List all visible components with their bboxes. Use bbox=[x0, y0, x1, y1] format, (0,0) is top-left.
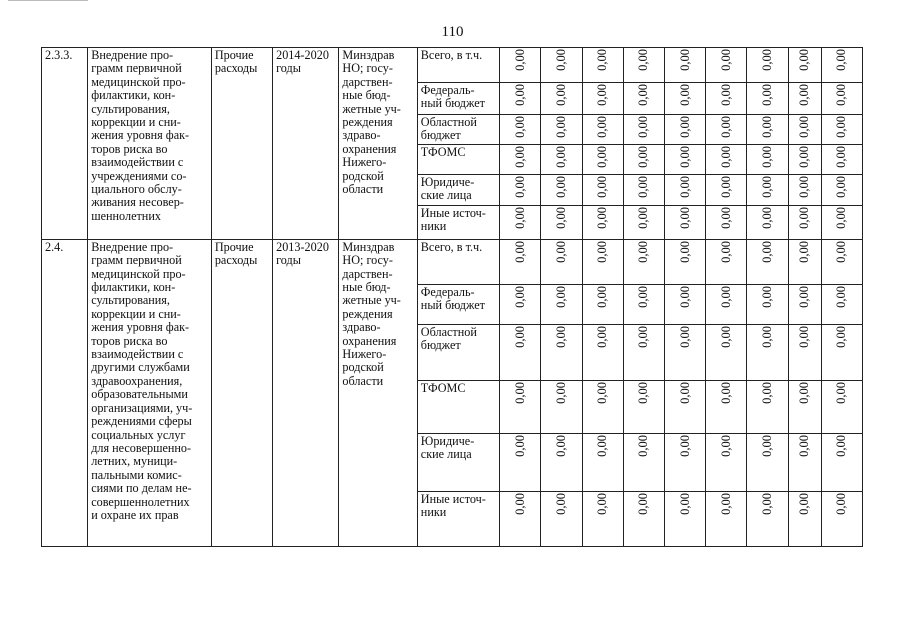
funding-source-label: Юридиче- ские лица bbox=[417, 433, 499, 491]
funding-value: 0,00 bbox=[797, 175, 812, 198]
funding-value: 0,00 bbox=[759, 325, 774, 348]
funding-value-cell bbox=[582, 144, 623, 174]
funding-value-cell bbox=[500, 115, 541, 145]
funding-value: 0,00 bbox=[553, 84, 568, 106]
funding-value-cell bbox=[706, 174, 747, 205]
funding-value: 0,00 bbox=[834, 381, 849, 404]
funding-value-cell bbox=[706, 284, 747, 324]
funding-value: 0,00 bbox=[677, 145, 692, 168]
funding-value: 0,00 bbox=[759, 434, 774, 457]
funding-value-cell bbox=[706, 48, 747, 83]
funding-value-cell bbox=[747, 239, 788, 284]
funding-source-label: ТФОМС bbox=[417, 380, 499, 433]
funding-value: 0,00 bbox=[797, 492, 812, 515]
funding-value: 0,00 bbox=[797, 84, 812, 106]
funding-value-cell bbox=[788, 83, 821, 115]
funding-source-label: ТФОМС bbox=[417, 144, 499, 174]
funding-source-label: Областной бюджет bbox=[417, 324, 499, 380]
funding-value: 0,00 bbox=[636, 175, 651, 198]
funding-value: 0,00 bbox=[797, 381, 812, 404]
funding-value: 0,00 bbox=[636, 492, 651, 515]
funding-value-cell bbox=[664, 144, 705, 174]
funding-value: 0,00 bbox=[595, 145, 610, 168]
funding-value-cell bbox=[623, 433, 664, 491]
table-row bbox=[42, 48, 863, 83]
funding-value-cell bbox=[623, 144, 664, 174]
funding-value-cell bbox=[582, 48, 623, 83]
funding-value: 0,00 bbox=[759, 116, 774, 138]
funding-value-cell bbox=[500, 83, 541, 115]
funding-value: 0,00 bbox=[834, 325, 849, 348]
funding-value-cell bbox=[623, 83, 664, 115]
funding-value-cell bbox=[747, 144, 788, 174]
funding-value-cell bbox=[821, 324, 862, 380]
funding-value: 0,00 bbox=[759, 49, 774, 71]
funding-value-cell bbox=[541, 83, 582, 115]
funding-value-cell bbox=[623, 380, 664, 433]
funding-value-cell bbox=[747, 491, 788, 546]
funding-value-cell bbox=[706, 380, 747, 433]
funding-value: 0,00 bbox=[595, 84, 610, 106]
funding-value-cell bbox=[500, 380, 541, 433]
funding-value-cell bbox=[541, 284, 582, 324]
funding-value-cell bbox=[582, 380, 623, 433]
funding-value: 0,00 bbox=[636, 84, 651, 106]
funding-value-cell bbox=[821, 491, 862, 546]
funding-value-cell bbox=[500, 144, 541, 174]
funding-value: 0,00 bbox=[512, 434, 527, 457]
funding-value-cell bbox=[788, 491, 821, 546]
funding-value-cell bbox=[821, 83, 862, 115]
funding-value: 0,00 bbox=[677, 116, 692, 138]
funding-value: 0,00 bbox=[553, 116, 568, 138]
funding-value-cell bbox=[706, 324, 747, 380]
funding-value: 0,00 bbox=[677, 175, 692, 198]
funding-value-cell bbox=[582, 174, 623, 205]
funding-value: 0,00 bbox=[718, 240, 733, 263]
funding-source-label: Юридиче- ские лица bbox=[417, 174, 499, 205]
funding-value: 0,00 bbox=[718, 285, 733, 308]
funding-value-cell bbox=[788, 433, 821, 491]
funding-value: 0,00 bbox=[636, 116, 651, 138]
funding-value: 0,00 bbox=[718, 381, 733, 404]
funding-source-label: Федераль- ный бюджет bbox=[417, 83, 499, 115]
funding-value-cell bbox=[541, 174, 582, 205]
funding-value-cell bbox=[582, 324, 623, 380]
funding-value: 0,00 bbox=[553, 206, 568, 229]
funding-value-cell bbox=[747, 284, 788, 324]
funding-value-cell bbox=[706, 205, 747, 239]
funding-value-cell bbox=[623, 284, 664, 324]
funding-value: 0,00 bbox=[595, 206, 610, 229]
funding-value: 0,00 bbox=[636, 240, 651, 263]
funding-value: 0,00 bbox=[834, 49, 849, 71]
funding-value: 0,00 bbox=[636, 434, 651, 457]
funding-value: 0,00 bbox=[834, 145, 849, 168]
funding-value: 0,00 bbox=[797, 145, 812, 168]
funding-value-cell bbox=[623, 324, 664, 380]
activity-name-cell: Внедрение про- грамм первичной медицинской про- филактики, кон- сультирования, коррекции и сни- жения уровня фак- торов риска во взаимодействии с учреждениями со- циального обслу- живания несовер- шеннолетних bbox=[88, 48, 212, 240]
funding-value: 0,00 bbox=[718, 145, 733, 168]
funding-value-cell bbox=[664, 324, 705, 380]
funding-value-cell bbox=[500, 174, 541, 205]
funding-value: 0,00 bbox=[512, 49, 527, 71]
funding-source-label: Иные источ- ники bbox=[417, 205, 499, 239]
funding-value: 0,00 bbox=[677, 325, 692, 348]
funding-value: 0,00 bbox=[797, 325, 812, 348]
funding-value-cell bbox=[582, 433, 623, 491]
funding-value-cell bbox=[706, 433, 747, 491]
funding-value: 0,00 bbox=[834, 175, 849, 198]
funding-value-cell bbox=[821, 239, 862, 284]
funding-value: 0,00 bbox=[759, 206, 774, 229]
funding-value: 0,00 bbox=[512, 116, 527, 138]
funding-value: 0,00 bbox=[797, 206, 812, 229]
funding-value: 0,00 bbox=[595, 175, 610, 198]
funding-value-cell bbox=[706, 115, 747, 145]
funding-value-cell bbox=[821, 433, 862, 491]
funding-value-cell bbox=[664, 83, 705, 115]
funding-value-cell bbox=[747, 433, 788, 491]
funding-value-cell bbox=[788, 144, 821, 174]
funding-value-cell bbox=[788, 239, 821, 284]
funding-value: 0,00 bbox=[718, 434, 733, 457]
funding-value-cell bbox=[664, 433, 705, 491]
funding-value: 0,00 bbox=[512, 492, 527, 515]
funding-value: 0,00 bbox=[553, 285, 568, 308]
funding-value: 0,00 bbox=[512, 325, 527, 348]
funding-value-cell bbox=[541, 491, 582, 546]
funding-value-cell bbox=[788, 174, 821, 205]
funding-value-cell bbox=[623, 205, 664, 239]
activity-name-cell: Внедрение про- грамм первичной медицинской про- филактики, кон- сультирования, коррекции и сни- жения уровня фак- торов риска во взаимодействии с другими службами здравоохранения, образовательными организациями, уч- реждениями сферы социальных услуг для несовершенно- летних, муници- пальными комис- сиями по делам не- совершеннолетних и охране их прав bbox=[88, 239, 212, 546]
funding-value-cell bbox=[623, 491, 664, 546]
funding-value-cell bbox=[582, 239, 623, 284]
funding-value-cell bbox=[500, 205, 541, 239]
row-number-cell: 2.4. bbox=[42, 239, 88, 546]
funding-value: 0,00 bbox=[512, 285, 527, 308]
table-row bbox=[42, 239, 863, 284]
funding-value: 0,00 bbox=[512, 84, 527, 106]
funding-value-cell bbox=[821, 205, 862, 239]
funding-value: 0,00 bbox=[834, 285, 849, 308]
funding-value: 0,00 bbox=[797, 285, 812, 308]
funding-value-cell bbox=[500, 48, 541, 83]
funding-value-cell bbox=[541, 48, 582, 83]
funding-value-cell bbox=[788, 284, 821, 324]
funding-value: 0,00 bbox=[512, 206, 527, 229]
funding-value: 0,00 bbox=[553, 325, 568, 348]
funding-value-cell bbox=[747, 380, 788, 433]
funding-value: 0,00 bbox=[677, 240, 692, 263]
funding-value-cell bbox=[500, 324, 541, 380]
funding-value-cell bbox=[500, 491, 541, 546]
funding-value: 0,00 bbox=[636, 285, 651, 308]
funding-source-label: Всего, в т.ч. bbox=[417, 48, 499, 83]
funding-value-cell bbox=[541, 115, 582, 145]
funding-value: 0,00 bbox=[718, 84, 733, 106]
period-cell: 2013-2020 годы bbox=[273, 239, 339, 546]
program-activities-table bbox=[41, 47, 863, 547]
executor-cell: Минздрав НО; госу- дарствен- ные бюд- жетные уч- реждения здраво- охранения Нижего- родской области bbox=[339, 239, 417, 546]
funding-value: 0,00 bbox=[759, 381, 774, 404]
funding-value: 0,00 bbox=[553, 175, 568, 198]
funding-value-cell bbox=[541, 144, 582, 174]
funding-value: 0,00 bbox=[677, 49, 692, 71]
executor-cell: Минздрав НО; госу- дарствен- ные бюд- жетные уч- реждения здраво- охранения Нижего- родской области bbox=[339, 48, 417, 240]
funding-value-cell bbox=[541, 433, 582, 491]
funding-value: 0,00 bbox=[595, 325, 610, 348]
funding-value-cell bbox=[541, 324, 582, 380]
funding-value: 0,00 bbox=[797, 49, 812, 71]
funding-value: 0,00 bbox=[677, 84, 692, 106]
funding-value: 0,00 bbox=[636, 145, 651, 168]
funding-value-cell bbox=[706, 239, 747, 284]
funding-value-cell bbox=[500, 284, 541, 324]
funding-value: 0,00 bbox=[759, 285, 774, 308]
funding-value: 0,00 bbox=[834, 84, 849, 106]
funding-value-cell bbox=[541, 205, 582, 239]
funding-value: 0,00 bbox=[677, 381, 692, 404]
funding-value-cell bbox=[788, 48, 821, 83]
funding-value: 0,00 bbox=[797, 116, 812, 138]
funding-value: 0,00 bbox=[553, 492, 568, 515]
funding-value: 0,00 bbox=[636, 381, 651, 404]
funding-source-label: Всего, в т.ч. bbox=[417, 239, 499, 284]
funding-value-cell bbox=[664, 115, 705, 145]
scan-artifact-line bbox=[8, 0, 88, 1]
funding-value: 0,00 bbox=[834, 240, 849, 263]
funding-value: 0,00 bbox=[718, 116, 733, 138]
funding-value: 0,00 bbox=[553, 434, 568, 457]
funding-value-cell bbox=[541, 380, 582, 433]
funding-value: 0,00 bbox=[595, 116, 610, 138]
table-body bbox=[42, 48, 863, 547]
funding-value: 0,00 bbox=[718, 492, 733, 515]
funding-value: 0,00 bbox=[677, 492, 692, 515]
funding-value-cell bbox=[747, 174, 788, 205]
funding-value: 0,00 bbox=[595, 49, 610, 71]
funding-value: 0,00 bbox=[834, 116, 849, 138]
funding-value-cell bbox=[788, 380, 821, 433]
funding-value-cell bbox=[747, 324, 788, 380]
funding-value-cell bbox=[664, 205, 705, 239]
funding-value: 0,00 bbox=[718, 325, 733, 348]
funding-value-cell bbox=[664, 239, 705, 284]
period-cell: 2014-2020 годы bbox=[273, 48, 339, 240]
funding-value: 0,00 bbox=[759, 492, 774, 515]
funding-value-cell bbox=[821, 284, 862, 324]
funding-value-cell bbox=[788, 115, 821, 145]
funding-value-cell bbox=[821, 380, 862, 433]
funding-value-cell bbox=[623, 239, 664, 284]
funding-value: 0,00 bbox=[512, 175, 527, 198]
funding-value: 0,00 bbox=[636, 325, 651, 348]
funding-value-cell bbox=[706, 491, 747, 546]
funding-value-cell bbox=[582, 491, 623, 546]
funding-value-cell bbox=[747, 205, 788, 239]
funding-value: 0,00 bbox=[677, 285, 692, 308]
funding-source-label: Федераль- ный бюджет bbox=[417, 284, 499, 324]
funding-value: 0,00 bbox=[677, 434, 692, 457]
funding-value-cell bbox=[821, 115, 862, 145]
row-number-cell: 2.3.3. bbox=[42, 48, 88, 240]
funding-value-cell bbox=[623, 174, 664, 205]
funding-source-label: Областной бюджет bbox=[417, 115, 499, 145]
funding-value: 0,00 bbox=[553, 145, 568, 168]
funding-value-cell bbox=[706, 144, 747, 174]
funding-value: 0,00 bbox=[797, 240, 812, 263]
funding-value: 0,00 bbox=[595, 240, 610, 263]
funding-value: 0,00 bbox=[636, 49, 651, 71]
funding-source-label: Иные источ- ники bbox=[417, 491, 499, 546]
funding-value-cell bbox=[821, 144, 862, 174]
funding-value-cell bbox=[664, 174, 705, 205]
expense-type-cell: Прочие расходы bbox=[211, 48, 272, 240]
funding-value: 0,00 bbox=[834, 206, 849, 229]
funding-value: 0,00 bbox=[677, 206, 692, 229]
funding-value: 0,00 bbox=[759, 145, 774, 168]
funding-value-cell bbox=[706, 83, 747, 115]
funding-value-cell bbox=[788, 205, 821, 239]
funding-value-cell bbox=[541, 239, 582, 284]
funding-value-cell bbox=[500, 433, 541, 491]
funding-value: 0,00 bbox=[834, 434, 849, 457]
funding-value: 0,00 bbox=[553, 240, 568, 263]
funding-value: 0,00 bbox=[759, 175, 774, 198]
funding-value-cell bbox=[582, 83, 623, 115]
funding-value: 0,00 bbox=[759, 84, 774, 106]
funding-value-cell bbox=[664, 284, 705, 324]
funding-value: 0,00 bbox=[718, 49, 733, 71]
funding-value: 0,00 bbox=[595, 434, 610, 457]
funding-value: 0,00 bbox=[636, 206, 651, 229]
funding-value: 0,00 bbox=[834, 492, 849, 515]
funding-value-cell bbox=[788, 324, 821, 380]
funding-value-cell bbox=[664, 380, 705, 433]
funding-value: 0,00 bbox=[553, 381, 568, 404]
funding-value-cell bbox=[500, 239, 541, 284]
funding-value-cell bbox=[582, 205, 623, 239]
funding-value-cell bbox=[821, 174, 862, 205]
funding-value: 0,00 bbox=[595, 285, 610, 308]
funding-value-cell bbox=[747, 48, 788, 83]
funding-value: 0,00 bbox=[512, 145, 527, 168]
page-number: 110 bbox=[441, 24, 464, 40]
funding-value: 0,00 bbox=[595, 492, 610, 515]
funding-value-cell bbox=[747, 115, 788, 145]
funding-value: 0,00 bbox=[718, 206, 733, 229]
funding-value-cell bbox=[664, 491, 705, 546]
funding-value-cell bbox=[582, 284, 623, 324]
funding-value: 0,00 bbox=[759, 240, 774, 263]
expense-type-cell: Прочие расходы bbox=[211, 239, 272, 546]
funding-value: 0,00 bbox=[595, 381, 610, 404]
funding-value: 0,00 bbox=[718, 175, 733, 198]
funding-value-cell bbox=[747, 83, 788, 115]
funding-value-cell bbox=[582, 115, 623, 145]
funding-value: 0,00 bbox=[512, 381, 527, 404]
funding-value: 0,00 bbox=[797, 434, 812, 457]
funding-value: 0,00 bbox=[512, 240, 527, 263]
funding-value-cell bbox=[623, 115, 664, 145]
funding-value-cell bbox=[821, 48, 862, 83]
funding-value-cell bbox=[664, 48, 705, 83]
funding-value: 0,00 bbox=[553, 49, 568, 71]
funding-value-cell bbox=[623, 48, 664, 83]
